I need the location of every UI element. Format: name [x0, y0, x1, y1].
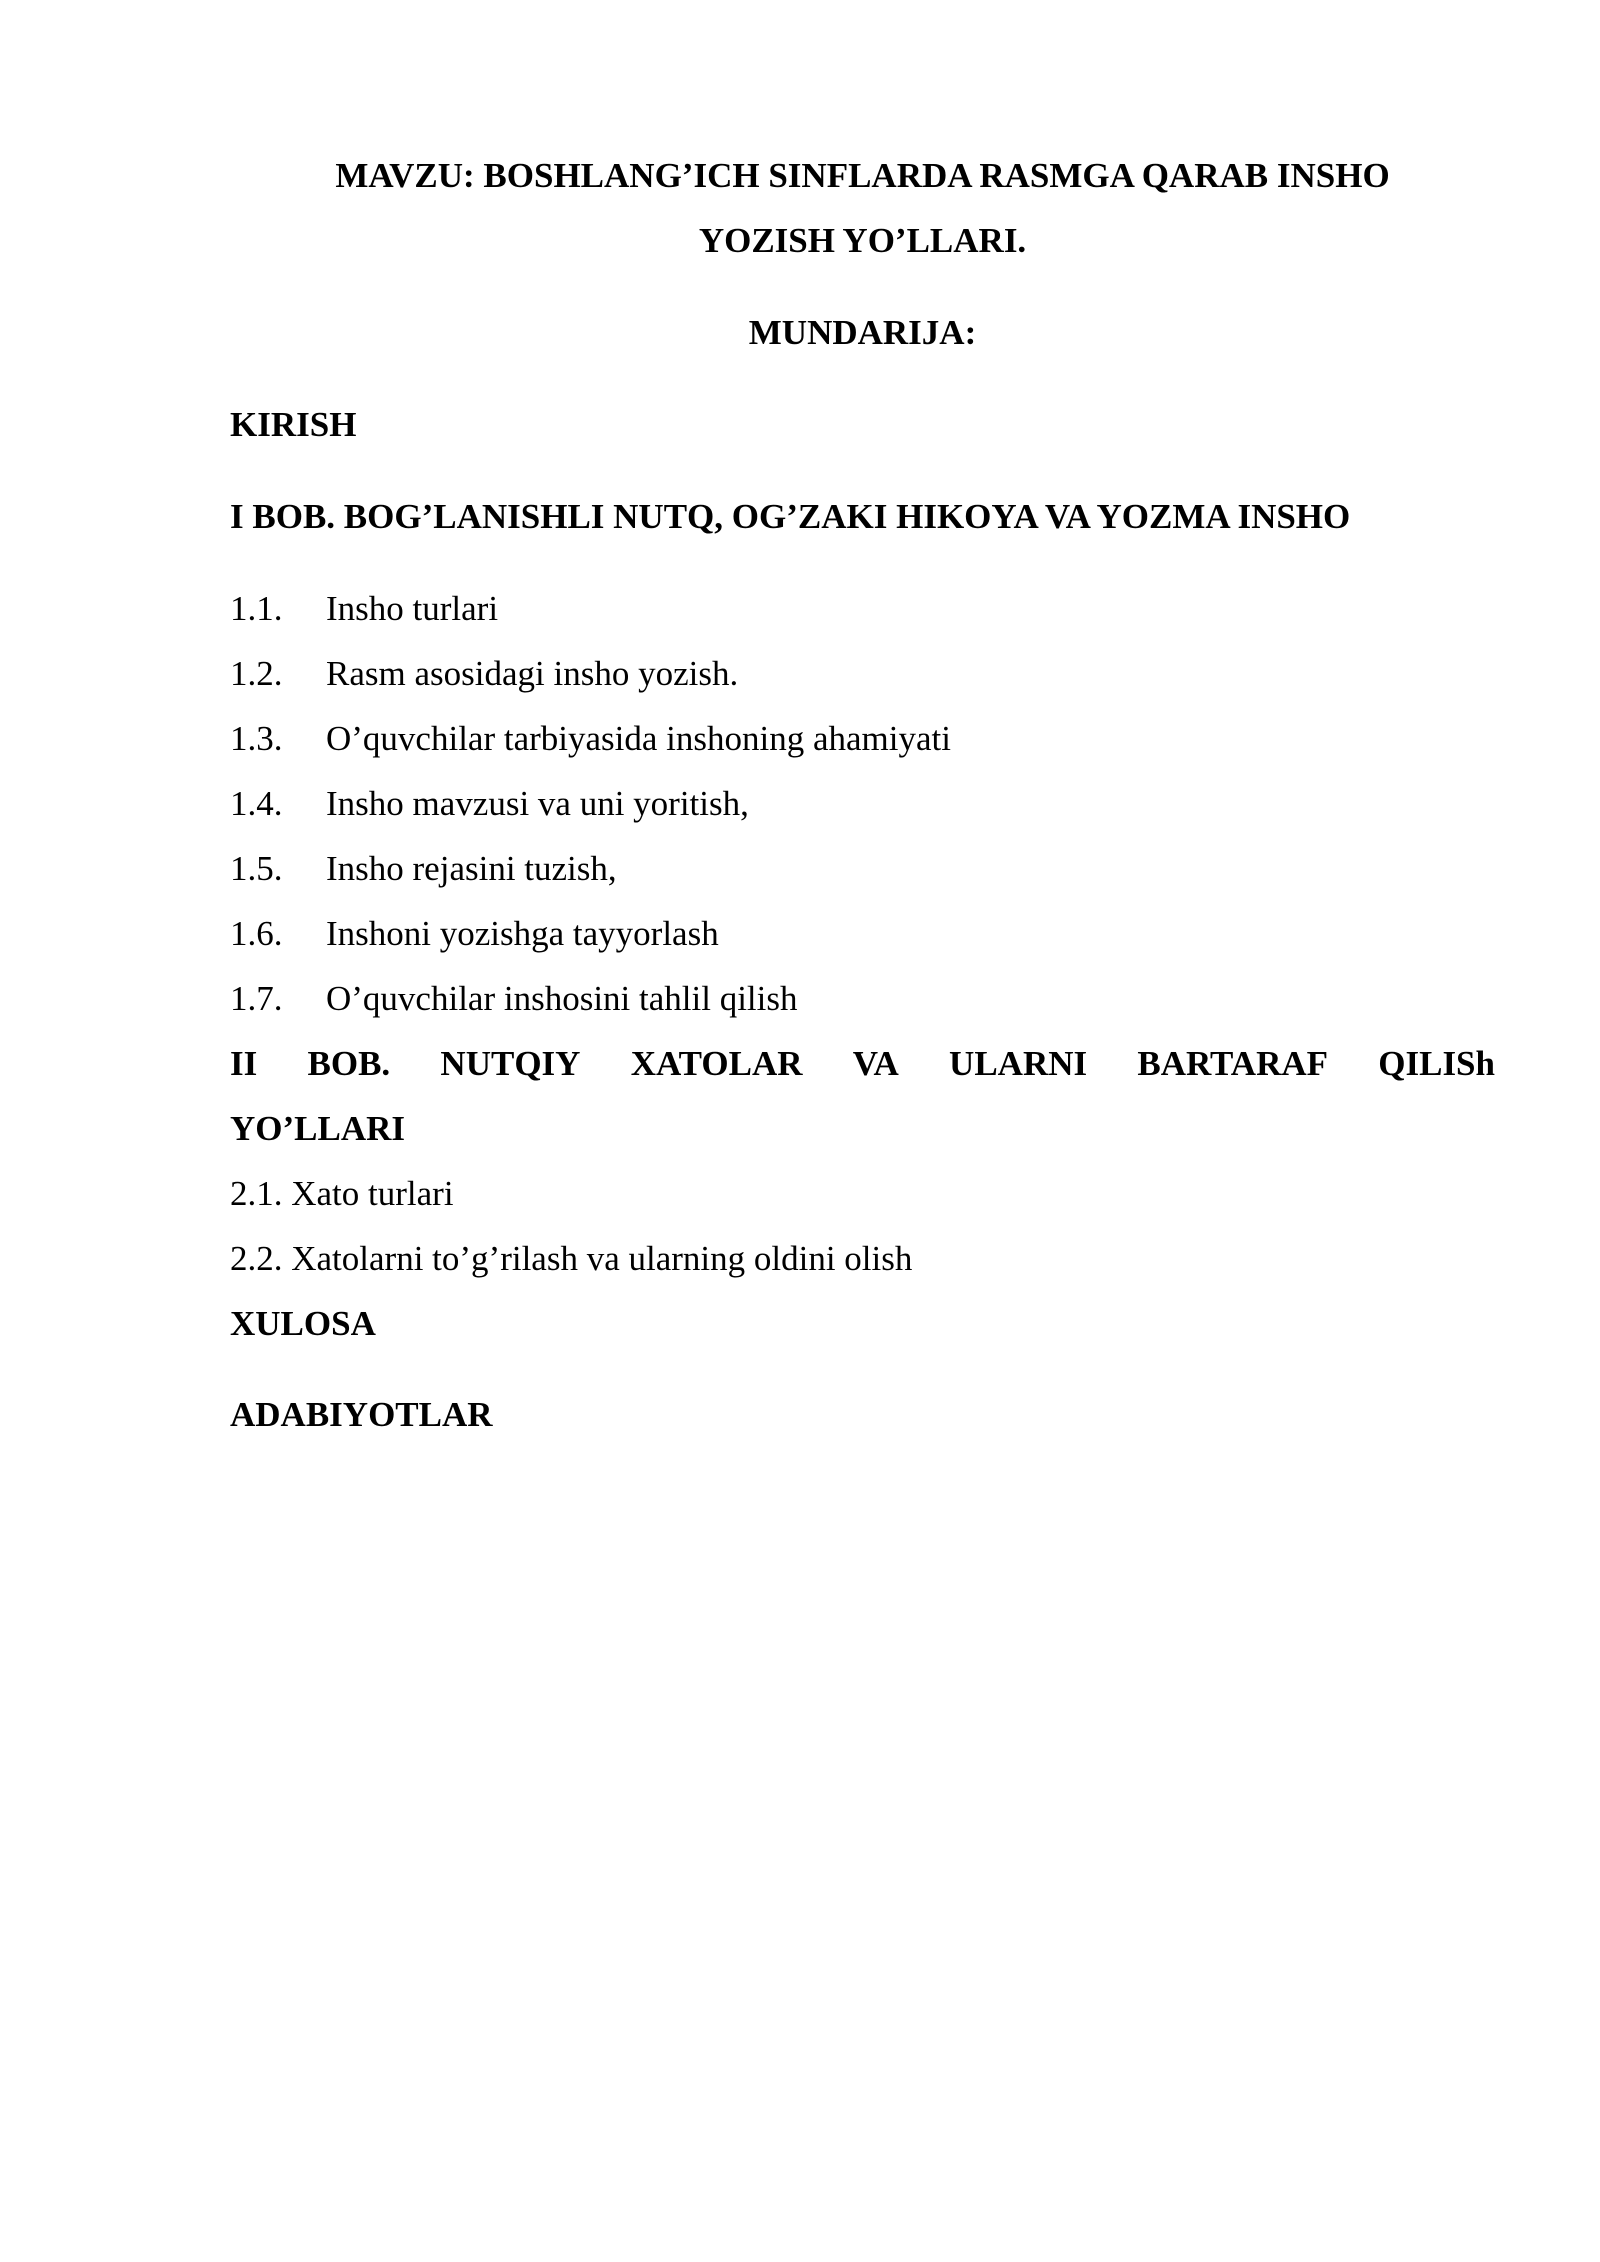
toc-item — [230, 708, 1495, 770]
toc-item — [230, 838, 1495, 900]
toc-item-text: Insho turlari — [326, 589, 499, 628]
chapter-2-heading-word: II — [230, 1044, 258, 1083]
toc-heading: MUNDARIJA: — [748, 313, 977, 352]
chapter-2-heading-word: ULARNI — [949, 1044, 1088, 1083]
toc-item — [230, 968, 1495, 1030]
toc-intro: KIRISH — [230, 405, 357, 444]
toc-item-number: 1.7. — [230, 979, 283, 1018]
toc-item-number: 1.1. — [230, 589, 283, 628]
chapter-2-heading-line-2: YO’LLARI — [230, 1109, 406, 1148]
toc-references: ADABIYOTLAR — [230, 1395, 493, 1434]
title-line-1: MAVZU: BOSHLANG’ICH SINFLARDA RASMGA QARAB INSHO — [335, 156, 1390, 195]
toc-item-text: Insho mavzusi va uni yoritish, — [326, 784, 749, 823]
toc-item-number: 1.2. — [230, 654, 283, 693]
toc-item-text: O’quvchilar inshosini tahlil qilish — [326, 979, 798, 1018]
toc-item-text: Rasm asosidagi insho yozish. — [326, 654, 739, 693]
toc-item — [230, 643, 1495, 705]
chapter-2-heading-word: QILISh — [1378, 1044, 1495, 1083]
chapter-2-heading-word: BOB. — [307, 1044, 391, 1083]
toc-item — [230, 903, 1495, 965]
toc-item-number: 1.5. — [230, 849, 283, 888]
toc-conclusion: XULOSA — [230, 1304, 376, 1343]
toc-item-number: 1.6. — [230, 914, 283, 953]
chapter-2-heading-word: XATOLAR — [630, 1044, 803, 1083]
toc-item: 2.1. Xato turlari — [230, 1174, 454, 1213]
chapter-2-heading-word: VA — [852, 1044, 899, 1083]
toc-item-text: Inshoni yozishga tayyorlash — [326, 914, 719, 953]
title-line-2: YOZISH YO’LLARI. — [698, 221, 1027, 260]
chapter-2-heading-word: NUTQIY — [440, 1044, 581, 1083]
chapter-1-heading: I BOB. BOG’LANISHLI NUTQ, OG’ZAKI HIKOYA VA YOZMA INSHO — [230, 497, 1351, 536]
toc-item — [230, 773, 1495, 835]
toc-item-text: O’quvchilar tarbiyasida inshoning ahamiyati — [326, 719, 951, 758]
document-title — [230, 143, 1495, 273]
chapter-2-heading — [230, 1033, 1495, 1095]
toc-item-number: 1.4. — [230, 784, 283, 823]
toc-item-text: Insho rejasini tuzish, — [326, 849, 617, 888]
chapter-2-heading-word: BARTARAF — [1137, 1044, 1328, 1083]
toc-item — [230, 578, 1495, 640]
toc-item-number: 1.3. — [230, 719, 283, 758]
toc-item: 2.2. Xatolarni to’g’rilash va ularning oldini olish — [230, 1239, 913, 1278]
